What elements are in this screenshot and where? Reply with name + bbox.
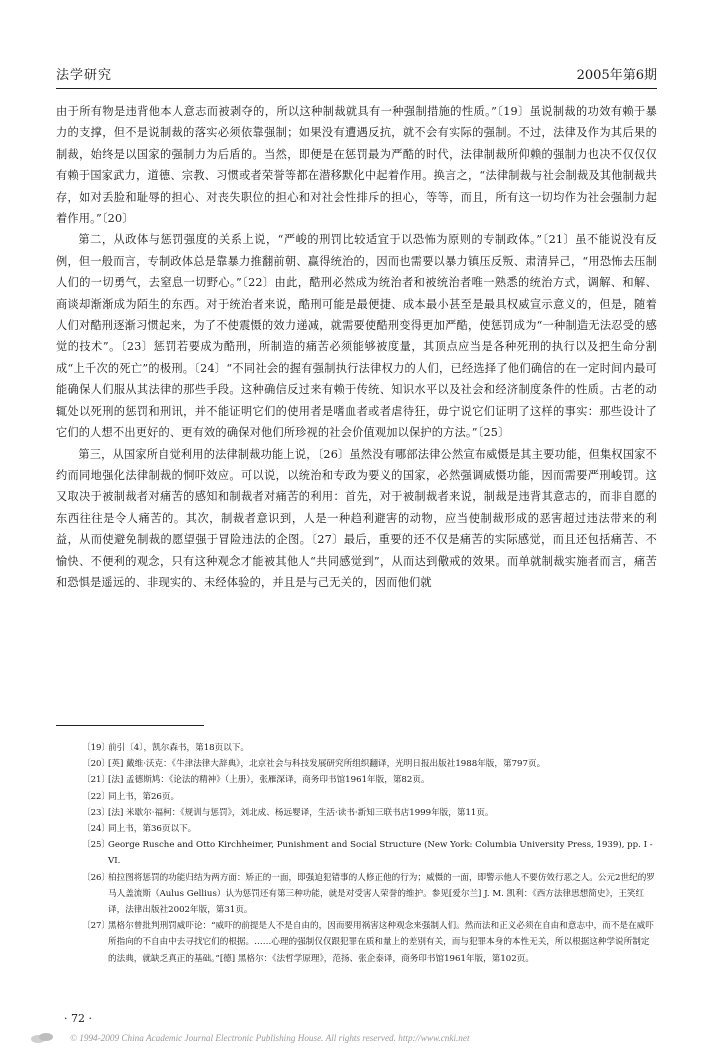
footnote-text: 前引〔4〕，凯尔森书，第18页以下。 (108, 743, 250, 753)
footnote (82, 740, 657, 756)
footnote-text: [法] 孟德斯鸠：《论法的精神》（上册），张雁深译，商务印书馆1961年版，第82页。 (108, 775, 430, 786)
footnote (82, 772, 657, 788)
footnote-number: 〔19〕 (82, 743, 111, 753)
footnote-number: 〔26〕 (82, 872, 111, 883)
footnote-number: 〔21〕 (82, 775, 111, 786)
footnote (82, 918, 657, 967)
journal-title: 法学研究 (56, 68, 113, 83)
footnote-number: 〔25〕 (82, 840, 111, 851)
footnote-text: [法] 米歇尔·福柯：《规训与惩罚》，刘北成、杨远婴译，生活·读书·新知三联书店1999年版，第11页。 (108, 807, 494, 818)
footnote (82, 789, 657, 805)
footnote-number: 〔22〕 (82, 791, 111, 802)
footnote (82, 837, 657, 869)
cnki-logo-icon (30, 1032, 54, 1044)
footnote-text: 同上书，第26页。 (108, 791, 180, 802)
footnote-text: George Rusche and Otto Kirchheimer, Punishment and Social Structure (New York: Columbia University Press, 1939), pp. I - VI. (108, 840, 653, 867)
copyright-notice: © 1994-2009 China Academic Journal Electronic Publishing House. All rights reserved. http://www.cnki.net (70, 1033, 470, 1043)
footnote (82, 870, 657, 919)
footnote-divider (56, 725, 204, 726)
footnote-text: 同上书，第36页以下。 (108, 824, 197, 835)
footnote-number: 〔27〕 (82, 921, 111, 932)
header-divider (56, 88, 657, 89)
footnote-number: 〔23〕 (82, 807, 111, 818)
footnote (82, 805, 657, 821)
footnote-text: 柏拉图将惩罚的功能归结为两方面：矫正的一面，即强迫犯错事的人修正他的行为；威慑的一面，即警示他人不要仿效行恶之人。公元2世纪的罗马人盖流斯（Aulus Gellius）认为惩罚还有第三种功能，就是对受害人荣誉的维护。参见[爱尔兰] J. M. 凯利：《西方法律思想简史》，王笑红译，法律出版社2002年版，第31页。 (108, 872, 655, 916)
footnote-text: 黑格尔曾批判刑罚威吓论：“威吓的前提是人不是自由的，因而要用祸害这种观念来强制人们。然而法和正义必须在自由和意志中，而不是在威吓所指向的不自由中去寻找它们的根据。……心理的强制仅仅跟犯罪在质和量上的差别有关，而与犯罪本身的本性无关，所以根据这种学说所制定的法典，就缺乏真正的基础。”[德] 黑格尔：《法哲学原理》，范扬、张企泰译，商务印书馆1961年版，第102页。 (108, 921, 654, 964)
footnote-text: [英] 戴维·沃克：《牛津法律大辞典》，北京社会与科技发展研究所组织翻译，光明日报出版社1988年版，第797页。 (108, 759, 546, 770)
footnotes (82, 740, 657, 967)
footnote-number: 〔24〕 (82, 824, 111, 835)
paragraph: 第二，从政体与惩罚强度的关系上说，“严峻的刑罚比较适宜于以恐怖为原则的专制政体。”〔21〕虽不能说没有反例，但一般而言，专制政体总是靠暴力推翻前朝、赢得统治的，因而也需要以暴力镇压反叛、肃清异己，“用恐怖去压制人们的一切勇气，去窒息一切野心。”〔22〕由此，酷刑必然成为统治者和被统治者唯一熟悉的统治方式，调解、和解、商谈却渐渐成为陌生的东西。对于统治者来说，酷刑可能是最便捷、成本最小甚至是最具权威宣示意义的，但是，随着人们对酷刑逐渐习惯起来，为了不使震慑的效力递减，就需要使酷刑变得更加严酷，使惩罚成为“一种制造无法忍受的感觉的技术”。〔23〕惩罚若要成为酷刑，所制造的痛苦必须能够被度量，其顶点应当是各种死刑的执行以及把生命分割成“上千次的死亡”的极刑。〔24〕“不同社会的握有强制执行法律权力的人们，已经选择了他们确信的在一定时间内最可能确保人们服从其法律的那些手段。这种确信反过来有赖于传统、知识水平以及社会和经济制度条件的性质。古老的动辄处以死刑的惩罚和刑讯，并不能证明它们的使用者是嗜血者或者虐待狂，毋宁说它们证明了这样的事实：那些设计了它们的人想不出更好的、更有效的确保对他们所珍视的社会价值观加以保护的方法。”〔25〕 (56, 233, 657, 440)
page-number: · 72 · (64, 1012, 92, 1025)
paragraph: 第三，从国家所自觉利用的法律制裁功能上说，〔26〕虽然没有哪部法律公然宣布威慑是其主要功能，但集权国家不约而同地强化法律制裁的恫吓效应。可以说，以统治和专政为要义的国家，必然强调威慑功能，因而需要严刑峻罚。这又取决于被制裁者对痛苦的感知和制裁者对痛苦的利用：首先，对于被制裁者来说，制裁是违背其意志的，而非自愿的东西往往是令人痛苦的。其次，制裁者意识到，人是一种趋利避害的动物，应当使制裁形成的恶害超过违法带来的利益，从而使避免制裁的愿望强于冒险违法的企图。〔27〕最后，重要的还不仅是痛苦的实际感觉，而且还包括痛苦、不愉快、不便利的观念，只有这种观念才能被其他人“共同感觉到”，从而达到儆戒的效果。而单就制裁实施者而言，痛苦和恐惧是遥远的、非现实的、未经体验的，并且是与己无关的，因而他们就 (56, 447, 657, 589)
footnote (82, 756, 657, 772)
issue-label: 2005年第6期 (576, 68, 657, 83)
paragraph: 由于所有物是违背他本人意志而被剥夺的，所以这种制裁就具有一种强制措施的性质。”〔19〕虽说制裁的功效有赖于暴力的支撑，但不是说制裁的落实必须依靠强制；如果没有遭遇反抗，就不会有实际的强制。不过，法律及作为其后果的制裁，始终是以国家的强制力为后盾的。当然，即便是在惩罚最为严酷的时代，法律制裁所仰赖的强制力也决不仅仅仅有赖于国家武力，道德、宗教、习惯或者荣誉等都在潜移默化中起着作用。换言之，“法律制裁与社会制裁及其他制裁共存，如对丢脸和耻辱的担心、对丧失职位的担心和对社会性排斥的担心，等等，而且，所有这一切均作为社会强制力起着作用。”〔20〕 (56, 105, 657, 226)
running-header (56, 64, 657, 82)
footnote-number: 〔20〕 (82, 759, 111, 770)
main-text (56, 101, 657, 593)
footnote (82, 821, 657, 837)
